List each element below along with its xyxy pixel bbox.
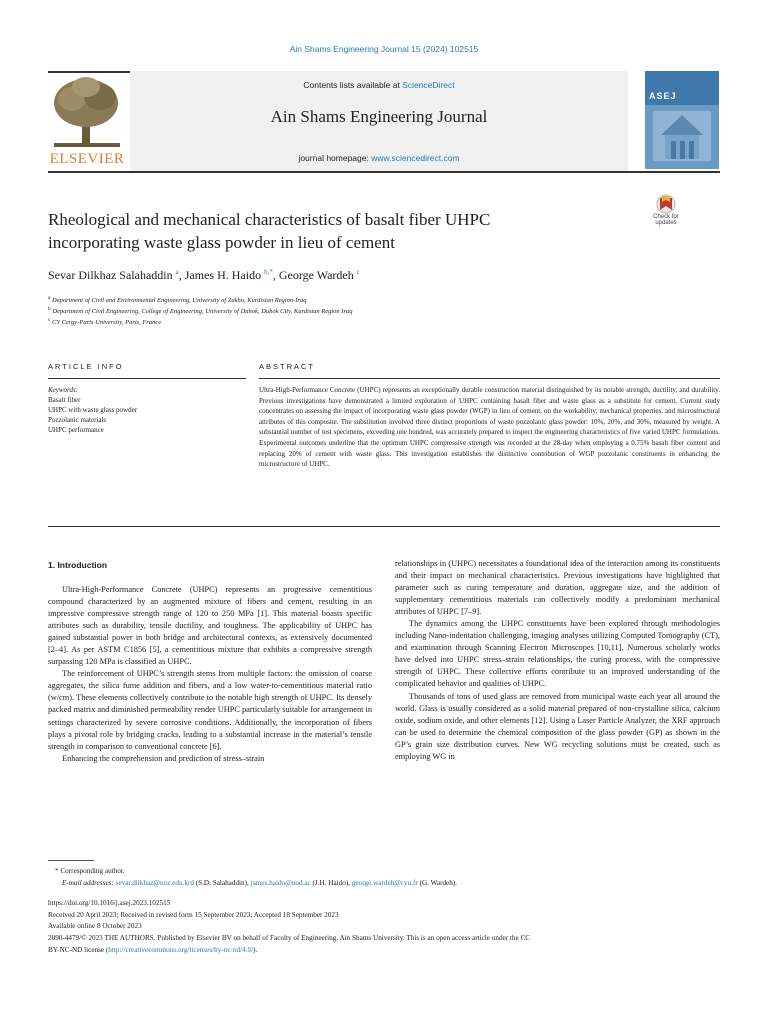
keyword: Basalt fiber (48, 396, 81, 404)
body-paragraph: Thousands of tons of used glass are removed from municipal waste each year all around the world. Glass is usually considered as a solid material prepared of non-crystalline silica, calcium oxide, sodium oxide, and other elements [12]. Using a Laser Particle Analyzer, the XRF approach can be used to determine the chemical composition of the glass powder (GP) as shown in the GP’s grain size distribution curves. New WG recycling solutions must be created, such as employing WG in (395, 691, 720, 761)
check-for-updates-badge[interactable] (646, 194, 686, 230)
body-column-right (395, 558, 720, 763)
abstract-rule (259, 378, 720, 379)
crossmark-icon (646, 194, 686, 214)
journal-name: Ain Shams Engineering Journal (270, 107, 488, 126)
doi-link[interactable]: https://doi.org/10.1016/j.asej.2023.102515 (48, 899, 171, 907)
contents-line (130, 80, 628, 90)
body-paragraph: Enhancing the comprehension and prediction of stress–strain (62, 753, 265, 763)
building-icon (653, 111, 711, 161)
received-dates: Received 20 April 2023; Received in revised form 15 September 2023; Accepted 18 September 2023 (48, 911, 339, 919)
email-owner: (S.D. Salahaddin), (193, 879, 251, 887)
contents-prefix: Contents lists available at (303, 80, 403, 90)
affiliation-mark: c (48, 317, 51, 323)
header-center-panel (130, 71, 628, 171)
cover-title: ASEJ (649, 91, 677, 101)
author-affil-mark[interactable]: a (175, 268, 179, 276)
keyword: UHPC performance (48, 426, 104, 434)
article-info-rule (48, 378, 246, 379)
email-label: E-mail addresses: (62, 879, 116, 887)
license-suffix: ). (253, 946, 258, 954)
journal-reference[interactable]: Ain Shams Engineering Journal 15 (2024) 102515 (289, 44, 479, 54)
available-online-date: Available online 8 October 2023 (48, 922, 142, 930)
license-prefix: BY-NC-ND license ( (48, 946, 109, 954)
email-owner: (G. Wardeh). (417, 879, 458, 887)
author-affil-mark[interactable]: b,* (264, 268, 273, 276)
corresponding-author-note: * Corresponding author. (55, 867, 125, 875)
affiliation (48, 317, 161, 326)
author-name[interactable]: George Wardeh (278, 268, 354, 282)
affiliation-text: Department of Civil Engineering, College of Engineering, University of Duhok, Duhok City, Kurdistan Region Iraq (52, 308, 353, 316)
footnote-rule (48, 860, 94, 861)
abstract-text: Ultra-High-Performance Concrete (UHPC) represents an exceptionally durable construction material distinguished by its notable strength, ductility, and durability. Previous investigations have demonstrated a limited exploration of UHPC containing basalt fiber and waste glass as a substitute for cement. Current study concentrates on assessing the impact of incorporating waste glass powder (WGP) in lieu of cement, on the workability, mechanical properties, and microstructural attributes of this composite. The substitution involved three distinct proportions of waste pozzolanic glass powder: 10%, 20%, and 30%, measured by weight. A substantial number of test specimens, exceeding one hundred, was accurately prepared to inspect the engineering characteristics of five varied UHPC formulations. Experimental outcomes underline that the optimum UHPC compressive strength was recorded at the 28-day when employing a 0.75% basalt fiber content and replacing 20% of cement with waste glass. This investigation establishes the distinctive contribution of WGP pozzolanic constituents in enhancing the microstructure of UHPC. (259, 386, 720, 469)
body-column-left (48, 584, 372, 765)
journal-cover-image[interactable] (645, 71, 719, 169)
keywords-label: Keywords: (48, 386, 79, 394)
article-info-heading: ARTICLE INFO (48, 362, 124, 371)
homepage-line (130, 153, 628, 163)
homepage-prefix: journal homepage: (298, 153, 372, 163)
paper-title (48, 208, 608, 254)
license-line-1: 2090-4479/© 2023 THE AUTHORS. Published by Elsevier BV on behalf of Faculty of Engineering, Ain Shams University. This is an open access article under the CC (48, 934, 531, 942)
email-link[interactable]: james.haido@uod.ac (250, 879, 311, 887)
affiliation-mark: b (48, 306, 51, 312)
body-paragraph: relationships in (UHPC) necessitates a foundational idea of the interaction among its constituents and their impact on mechanical characteristics. Previous investigations have highlighted that parameter such as curing temperature and duration, aggregate size, and the addition of supplementary cementitious materials can collectively modify a predominant mechanical attributes of UHPC [7–9]. (395, 559, 720, 617)
abstract-heading: ABSTRACT (259, 362, 316, 371)
keyword: Pozzolanic materials (48, 416, 107, 424)
author-name[interactable]: James H. Haido (184, 268, 262, 282)
email-link[interactable]: george.wardeh@cyu.fr (351, 879, 418, 887)
title-line-2: incorporating waste glass powder in lieu of cement (48, 233, 395, 252)
affiliation (48, 295, 306, 304)
author-name[interactable]: Sevar Dilkhaz Salahaddin (48, 268, 173, 282)
body-paragraph: The reinforcement of UHPC’s strength stems from multiple factors: the omission of coarse aggregates, the silica fume addition and fibers, and a low water-to-cementitious material ratio (w/cm). These elements collectively contribute to the notable high strength of UHPC. Its densely packed matrix and diminished permeability render UHPC particularly suitable for arrangement in settings characterized by severe corrosive conditions. Additionally, the incorporation of fibers plays a pivotal role by bridging cracks, leading to a substantial increase in the material’s tensile strength in comparison to conventional concrete [6]. (48, 669, 372, 751)
title-line-1: Rheological and mechanical characteristics of basalt fiber UHPC (48, 210, 491, 229)
section-heading-introduction: 1. Introduction (48, 560, 108, 570)
journal-header (48, 71, 628, 171)
affiliation (48, 306, 353, 315)
affiliation-mark: a (48, 295, 51, 301)
keyword: UHPC with waste glass powder (48, 406, 138, 414)
elsevier-logo[interactable] (48, 73, 126, 169)
author-list: Sevar Dilkhaz Salahaddin $^a$, James H. Haido $^{b,*}$, George Wardeh $^c$ (48, 268, 360, 282)
header-bottom-rule (48, 171, 720, 173)
email-owner: (J.H. Haido), (310, 879, 352, 887)
email-link[interactable]: sevar.dilkhaz@uoz.edu.krd (115, 879, 194, 887)
sciencedirect-link[interactable]: ScienceDirect (402, 80, 455, 90)
cover-picture (653, 111, 711, 161)
license-line-2 (48, 945, 257, 955)
crossmark-label-1: Check for (653, 214, 679, 220)
affiliation-text: Department of Civil and Environmental Engineering, University of Zakho, Kurdistan Region-Iraq (52, 297, 307, 305)
affiliation-text: CY Cergy-Paris University, Paris, France (52, 319, 162, 327)
keywords-block (48, 385, 228, 435)
homepage-link[interactable]: www.sciencedirect.com (371, 153, 460, 163)
crossmark-label (646, 214, 686, 226)
abstract-bottom-rule (48, 526, 720, 527)
publisher-name: ELSEVIER (49, 151, 125, 167)
license-link[interactable]: http://creativecommons.org/licenses/by-nc-nd/4.0/ (108, 946, 254, 954)
author-affil-mark[interactable]: c (356, 268, 360, 276)
crossmark-label-2: updates (655, 220, 677, 226)
email-addresses (62, 878, 457, 888)
body-paragraph: Ultra-High-Performance Concrete (UHPC) represents an progressive cementitious compound characterized by an augmented mixture of fibers and cement, resulting in an impressive compressive strength range of 120 to 250 MPa [1]. This material boasts specific attributes such as durability, tensile ductility, and toughness. The applicability of UHPC has gained substantial power in both bridge and architectural contexts, as extensively documented [2–4]. As per ASTM C1856 [5], a cementitious mixture that exhibits a compressive strength surpassing 120 MPa is classified as UHPC. (48, 585, 372, 667)
body-paragraph: The dynamics among the UHPC constituents have been explored through methodologies including Nano-indentation challenging, imaging analyses utilizing Computed Tomography (CT), and examination through Scanning Electron Microscopes [10,11]. Numerous scholarly works have delved into UHPC stress–strain relationships, the curing process, with the compressive strength of UHPC. These collective efforts contribute to an improved understanding of the complicated behavior and qualities of UHPC. (395, 619, 720, 689)
